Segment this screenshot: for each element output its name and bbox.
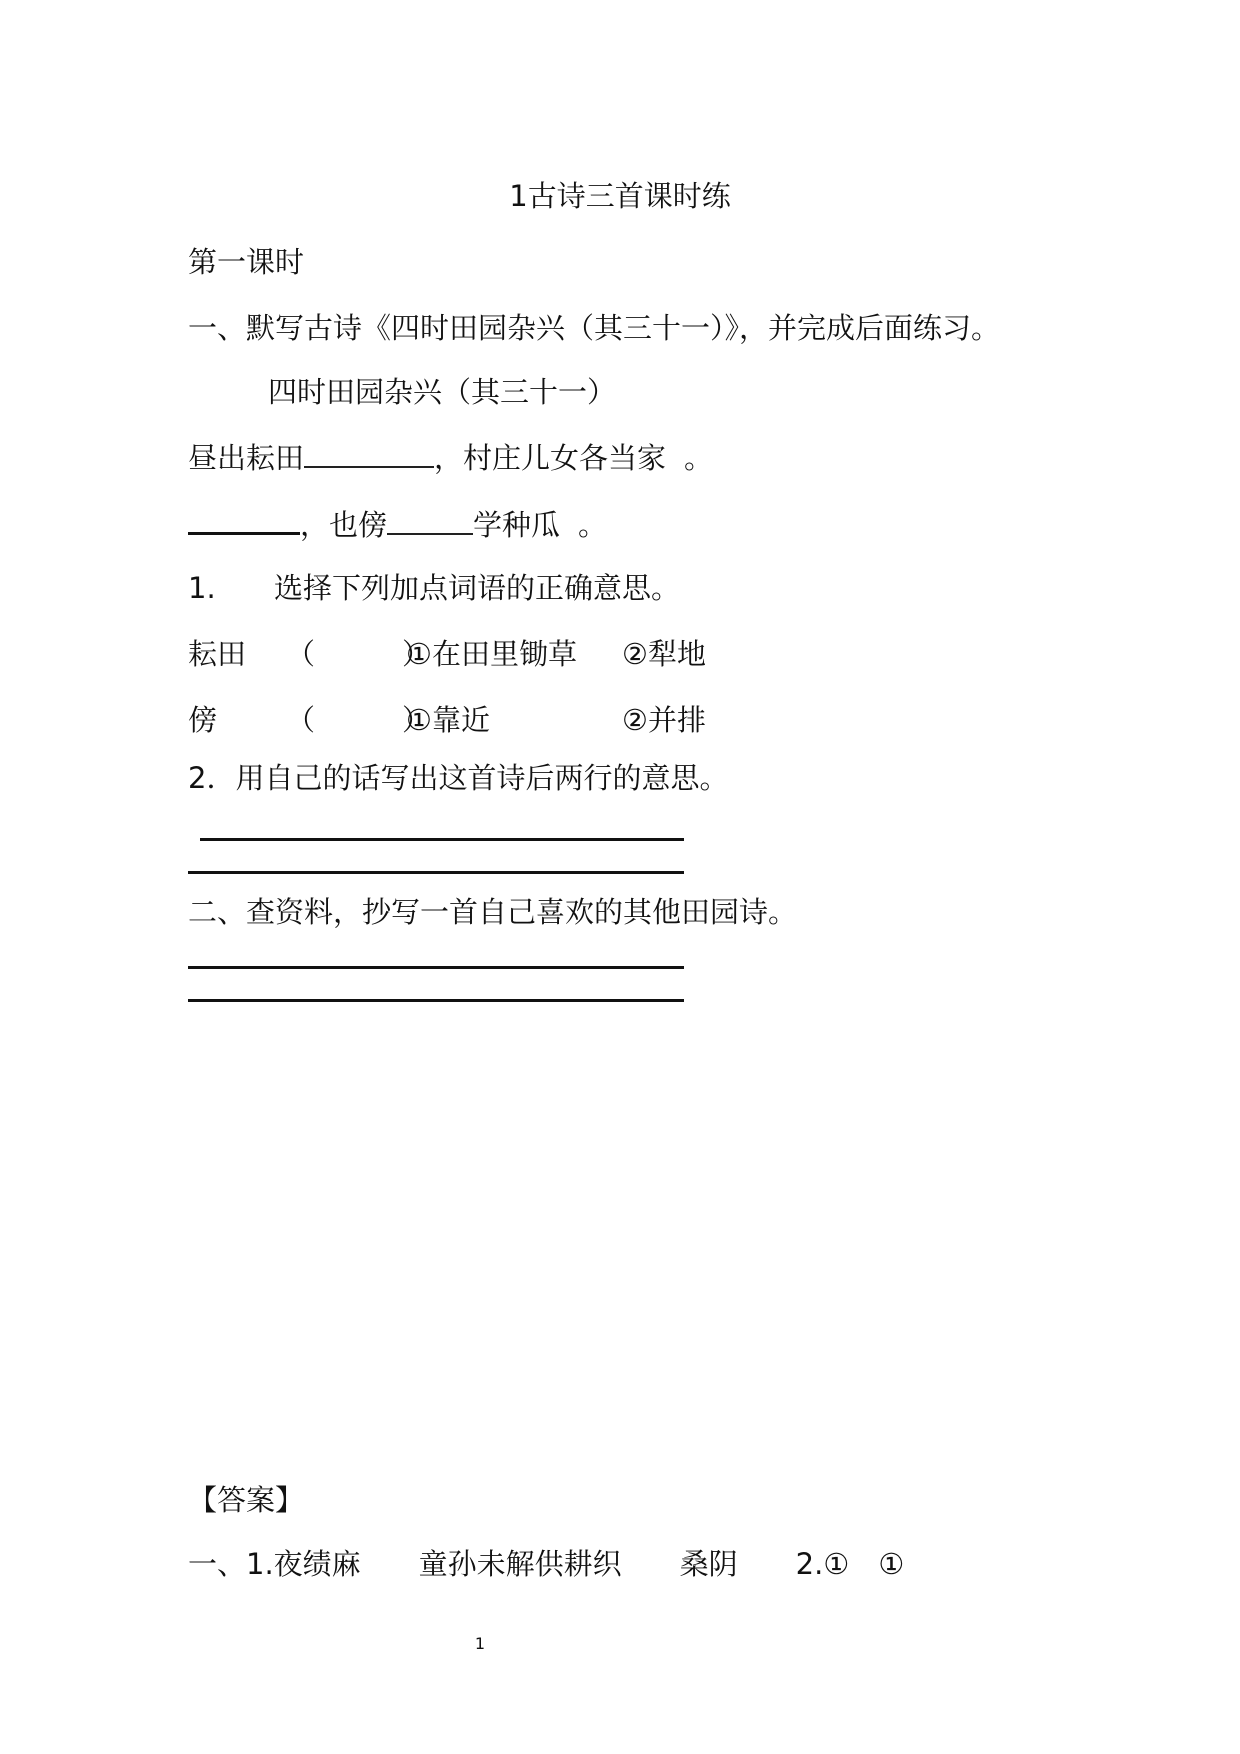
answers-heading: 【答案】 [188,1483,305,1517]
poem-line-1 [188,440,713,476]
poem-blank-2[interactable] [188,506,300,535]
q2-answer-line[interactable] [188,871,684,874]
q1-option-2: ②并排 [622,703,706,737]
q1-option-2: ②犁地 [622,637,706,671]
poem-blank-1[interactable] [304,440,434,468]
q1-answer-paren[interactable]: （ ） [286,703,432,737]
lesson-label: 第一课时 [188,245,305,279]
q1-option-1: ①靠近 [406,703,490,737]
poem-line-2-start: ，也傍 [300,508,388,542]
poem-line-1-start: 昼出耘田 [188,441,305,475]
page-number: 1 [474,1634,486,1653]
poem-line-2-middle: 学种瓜 [473,508,561,542]
q1-prompt: 选择下列加点词语的正确意思。 [274,571,681,605]
section2-heading: 二、查资料，抄写一首自己喜欢的其他田园诗。 [188,895,798,929]
section2-answer-line[interactable] [188,999,684,1002]
poem-title: 四时田园杂兴（其三十一） [268,375,617,409]
section1-heading: 一、默写古诗《四时田园杂兴（其三十一）》，并完成后面练习。 [188,311,1001,345]
section2-answer-line[interactable] [188,966,684,969]
q2-label: 2．用自己的话写出这首诗后两行的意思。 [188,761,729,795]
q1-number: 1. [188,571,216,605]
q2-answer-line[interactable] [200,838,684,841]
poem-line-1-end: 。 [684,441,714,475]
poem-line-2 [188,506,607,543]
page-title: 1古诗三首课时练 [509,179,731,213]
q1-answer-paren[interactable]: （ ） [286,637,432,671]
q1-word: 傍 [188,703,218,737]
q1-word: 耘田 [188,637,247,671]
poem-blank-3[interactable] [387,507,473,535]
q1-option-1: ①在田里锄草 [406,637,577,671]
poem-line-1-middle: ，村庄儿女各当家 [434,441,667,475]
answers-line: 一、1.夜绩麻 童孙未解供耕织 桑阴 2.① ① [188,1547,905,1581]
poem-line-2-end: 。 [578,508,608,542]
